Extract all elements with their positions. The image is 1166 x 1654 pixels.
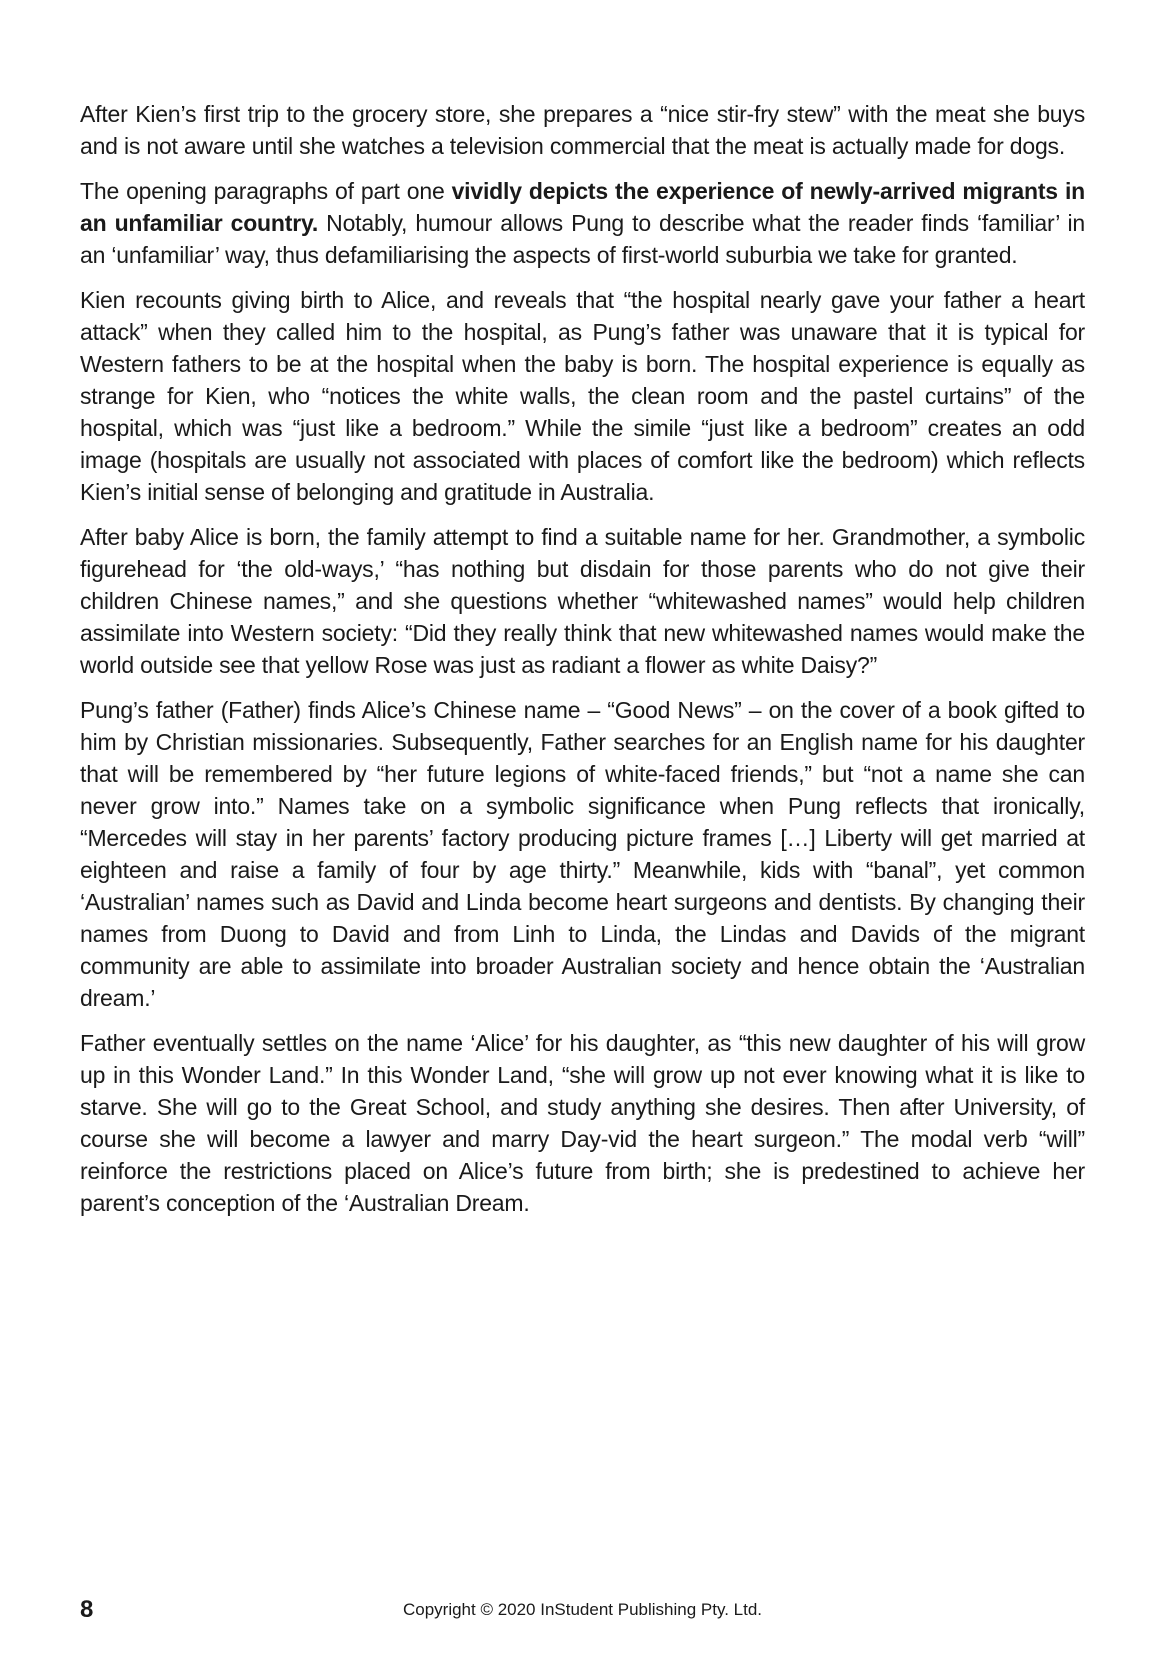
paragraph-hospital: Kien recounts giving birth to Alice, and reveals that “the hospital nearly gave your father a heart attack” when they called him to the hospital, as Pung’s father was unaware that it is typical for Western fathers to be at the hospital when the baby is born. The hospital experience is equally as strange for Kien, who “notices the white walls, the clean room and the pastel curtains” of the hospital, which was “just like a bedroom.” While the simile “just like a bedroom” creates an odd image (hospitals are usually not associated with places of comfort like the bedroom) which reflects Kien’s initial sense of belonging and gratitude in Australia. <box>80 287 1085 505</box>
paragraph-grocery: After Kien’s first trip to the grocery store, she prepares a “nice stir-fry stew” with the meat she buys and is not aware until she watches a television commercial that the meat is actually made for dogs. <box>80 101 1085 159</box>
paragraph-opening-lead: The opening paragraphs of part one <box>80 178 452 204</box>
paragraph-father-names: Pung’s father (Father) finds Alice’s Chinese name – “Good News” – on the cover of a book gifted to him by Christian missionaries. Subsequently, Father searches for an English name for his daughter that will be remembered by “her future legions of white-faced friends,” but “not a name she can never grow into.” Names take on a symbolic significance when Pung reflects that ironically, “Mercedes will stay in her parents’ factory producing picture frames […] Liberty will get married at eighteen and raise a family of four by age thirty.” Meanwhile, kids with “banal”, yet common ‘Australian’ names such as David and Linda become heart surgeons and dentists. By changing their names from Duong to David and from Linh to Linda, the Lindas and Davids of the migrant community are able to assimilate into broader Australian society and hence obtain the ‘Australian dream.’ <box>80 697 1085 1011</box>
paragraph-naming: After baby Alice is born, the family attempt to find a suitable name for her. Grandmother, a symbolic figurehead for ‘the old-ways,’ “has nothing but disdain for those parents who do not give their children Chinese names,” and she questions whether “whitewashed names” would help children assimilate into Western society: “Did they really think that new whitewashed names would make the world outside see that yellow Rose was just as radiant a flower as white Daisy?” <box>80 524 1085 678</box>
paragraph-opening <box>80 175 1085 271</box>
page-body <box>80 98 1085 1232</box>
paragraph-opening-emphasis: vividly depicts the experience of newly-arrived migrants in an unfamiliar country. <box>80 178 1085 236</box>
copyright-notice: Copyright © 2020 InStudent Publishing Pty. Ltd. <box>402 1600 763 1619</box>
page-number: 8 <box>80 1596 94 1623</box>
page-footer <box>80 1596 1085 1626</box>
paragraph-opening-rest: Notably, humour allows Pung to describe what the reader finds ‘familiar’ in an ‘unfamiliar’ way, thus defamiliarising the aspects of first-world suburbia we take for granted. <box>80 210 1085 268</box>
paragraph-wonder-land: Father eventually settles on the name ‘Alice’ for his daughter, as “this new daughter of his will grow up in this Wonder Land.” In this Wonder Land, “she will grow up not ever knowing what it is like to starve. She will go to the Great School, and study anything she desires. Then after University, of course she will become a lawyer and marry Day-vid the heart surgeon.” The modal verb “will” reinforce the restrictions placed on Alice’s future from birth; she is predestined to achieve her parent’s conception of the ‘Australian Dream. <box>80 1030 1085 1216</box>
